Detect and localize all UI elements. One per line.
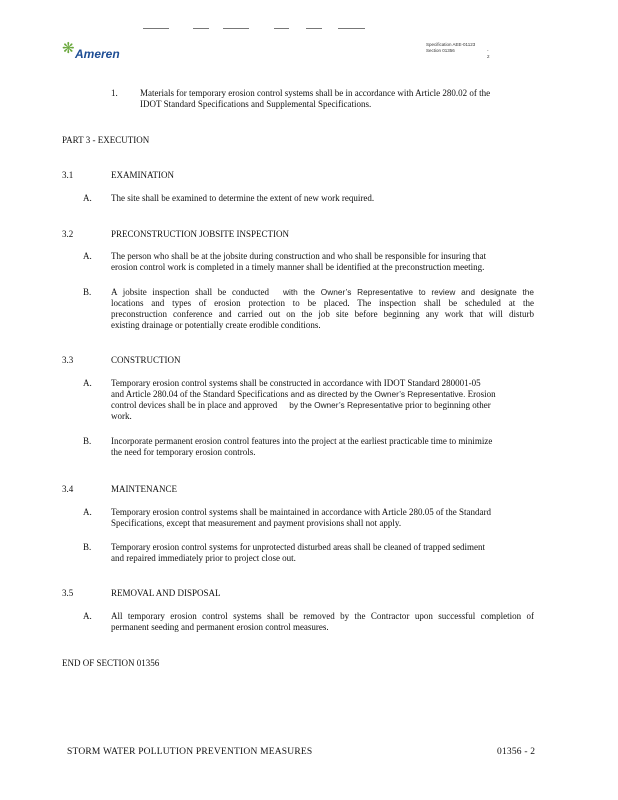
section-title: CONSTRUCTION: [111, 355, 181, 365]
intro-item-text: Materials for temporary erosion control systems shall be in accordance with Article 280.02 of the IDOT Standard Specifications and Supplemental Specifications.: [140, 88, 491, 109]
end-of-section: END OF SECTION 01356: [62, 658, 160, 668]
para-letter: A.: [83, 378, 92, 388]
section-number: 3.4: [62, 484, 74, 494]
ameren-logo: [62, 41, 152, 63]
footer-title: STORM WATER POLLUTION PREVENTION MEASURES: [67, 747, 313, 757]
section-title: REMOVAL AND DISPOSAL: [111, 588, 221, 598]
section-number: 3.1: [62, 170, 74, 180]
para-letter: B.: [83, 287, 92, 297]
header-marks: [143, 28, 373, 30]
part-heading: PART 3 - EXECUTION: [62, 135, 150, 145]
para-letter: B.: [83, 542, 92, 552]
paragraph: The person who shall be at the jobsite during construction and who shall be responsible for insuring that erosion control work is completed in a timely manner shall be identified at the preconstruction meeting.: [111, 251, 487, 272]
para-letter: B.: [83, 436, 92, 446]
paragraph: Incorporate permanent erosion control features into the project at the earliest practicable time to minimize the need for temporary erosion controls.: [111, 436, 493, 457]
section-number: 3.2: [62, 229, 74, 239]
spec-page: - 2: [487, 48, 490, 59]
spec-number: Specification AEE-01123: [426, 42, 476, 47]
paragraph: The site shall be examined to determine the extent of new work required.: [111, 193, 375, 203]
section-title: EXAMINATION: [111, 170, 174, 180]
paragraph: All temporary erosion control systems shall be removed by the Contractor upon successful completion of permanent seeding and permanent erosion control measures.: [111, 611, 534, 632]
section-title: PRECONSTRUCTION JOBSITE INSPECTION: [111, 229, 290, 239]
spec-reference: [426, 42, 490, 59]
paragraph: A jobsite inspection shall be conducted with the Owner’s Representative to review and designate the locations and types of erosion protection to be placed. The inspection shall be scheduled at the preconstruction conference and carried out on the job site before beginning any work that will disturb existing drainage or potentially create erodible conditions.: [111, 287, 534, 330]
footer-page-number: 01356 - 2: [497, 747, 536, 757]
sunburst-icon: ❋: [62, 39, 75, 57]
para-letter: A.: [83, 251, 92, 261]
paragraph: Temporary erosion control systems shall be maintained in accordance with Article 280.05 of the Standard Specifications, except that measurement and payment provisions shall not apply.: [111, 507, 492, 528]
section-number: 3.5: [62, 588, 74, 598]
logo-text: Ameren: [75, 47, 120, 61]
section-title: MAINTENANCE: [111, 484, 177, 494]
paragraph: Temporary erosion control systems for unprotected disturbed areas shall be cleaned of trapped sediment and repaired immediately prior to project close out.: [111, 542, 485, 563]
para-letter: A.: [83, 507, 92, 517]
para-letter: A.: [83, 611, 92, 621]
spec-section: Section 01356: [426, 48, 455, 53]
item-number: 1.: [111, 88, 118, 98]
paragraph: Temporary erosion control systems shall be constructed in accordance with IDOT Standard 280001-05 and Article 280.04 of the Standard Specifications and as directed by the Owner’s Representative. Erosion control devices shall be in place and approved by the Owner’s Representative prior to beginning other work.: [111, 378, 496, 421]
para-letter: A.: [83, 193, 92, 203]
section-number: 3.3: [62, 355, 74, 365]
